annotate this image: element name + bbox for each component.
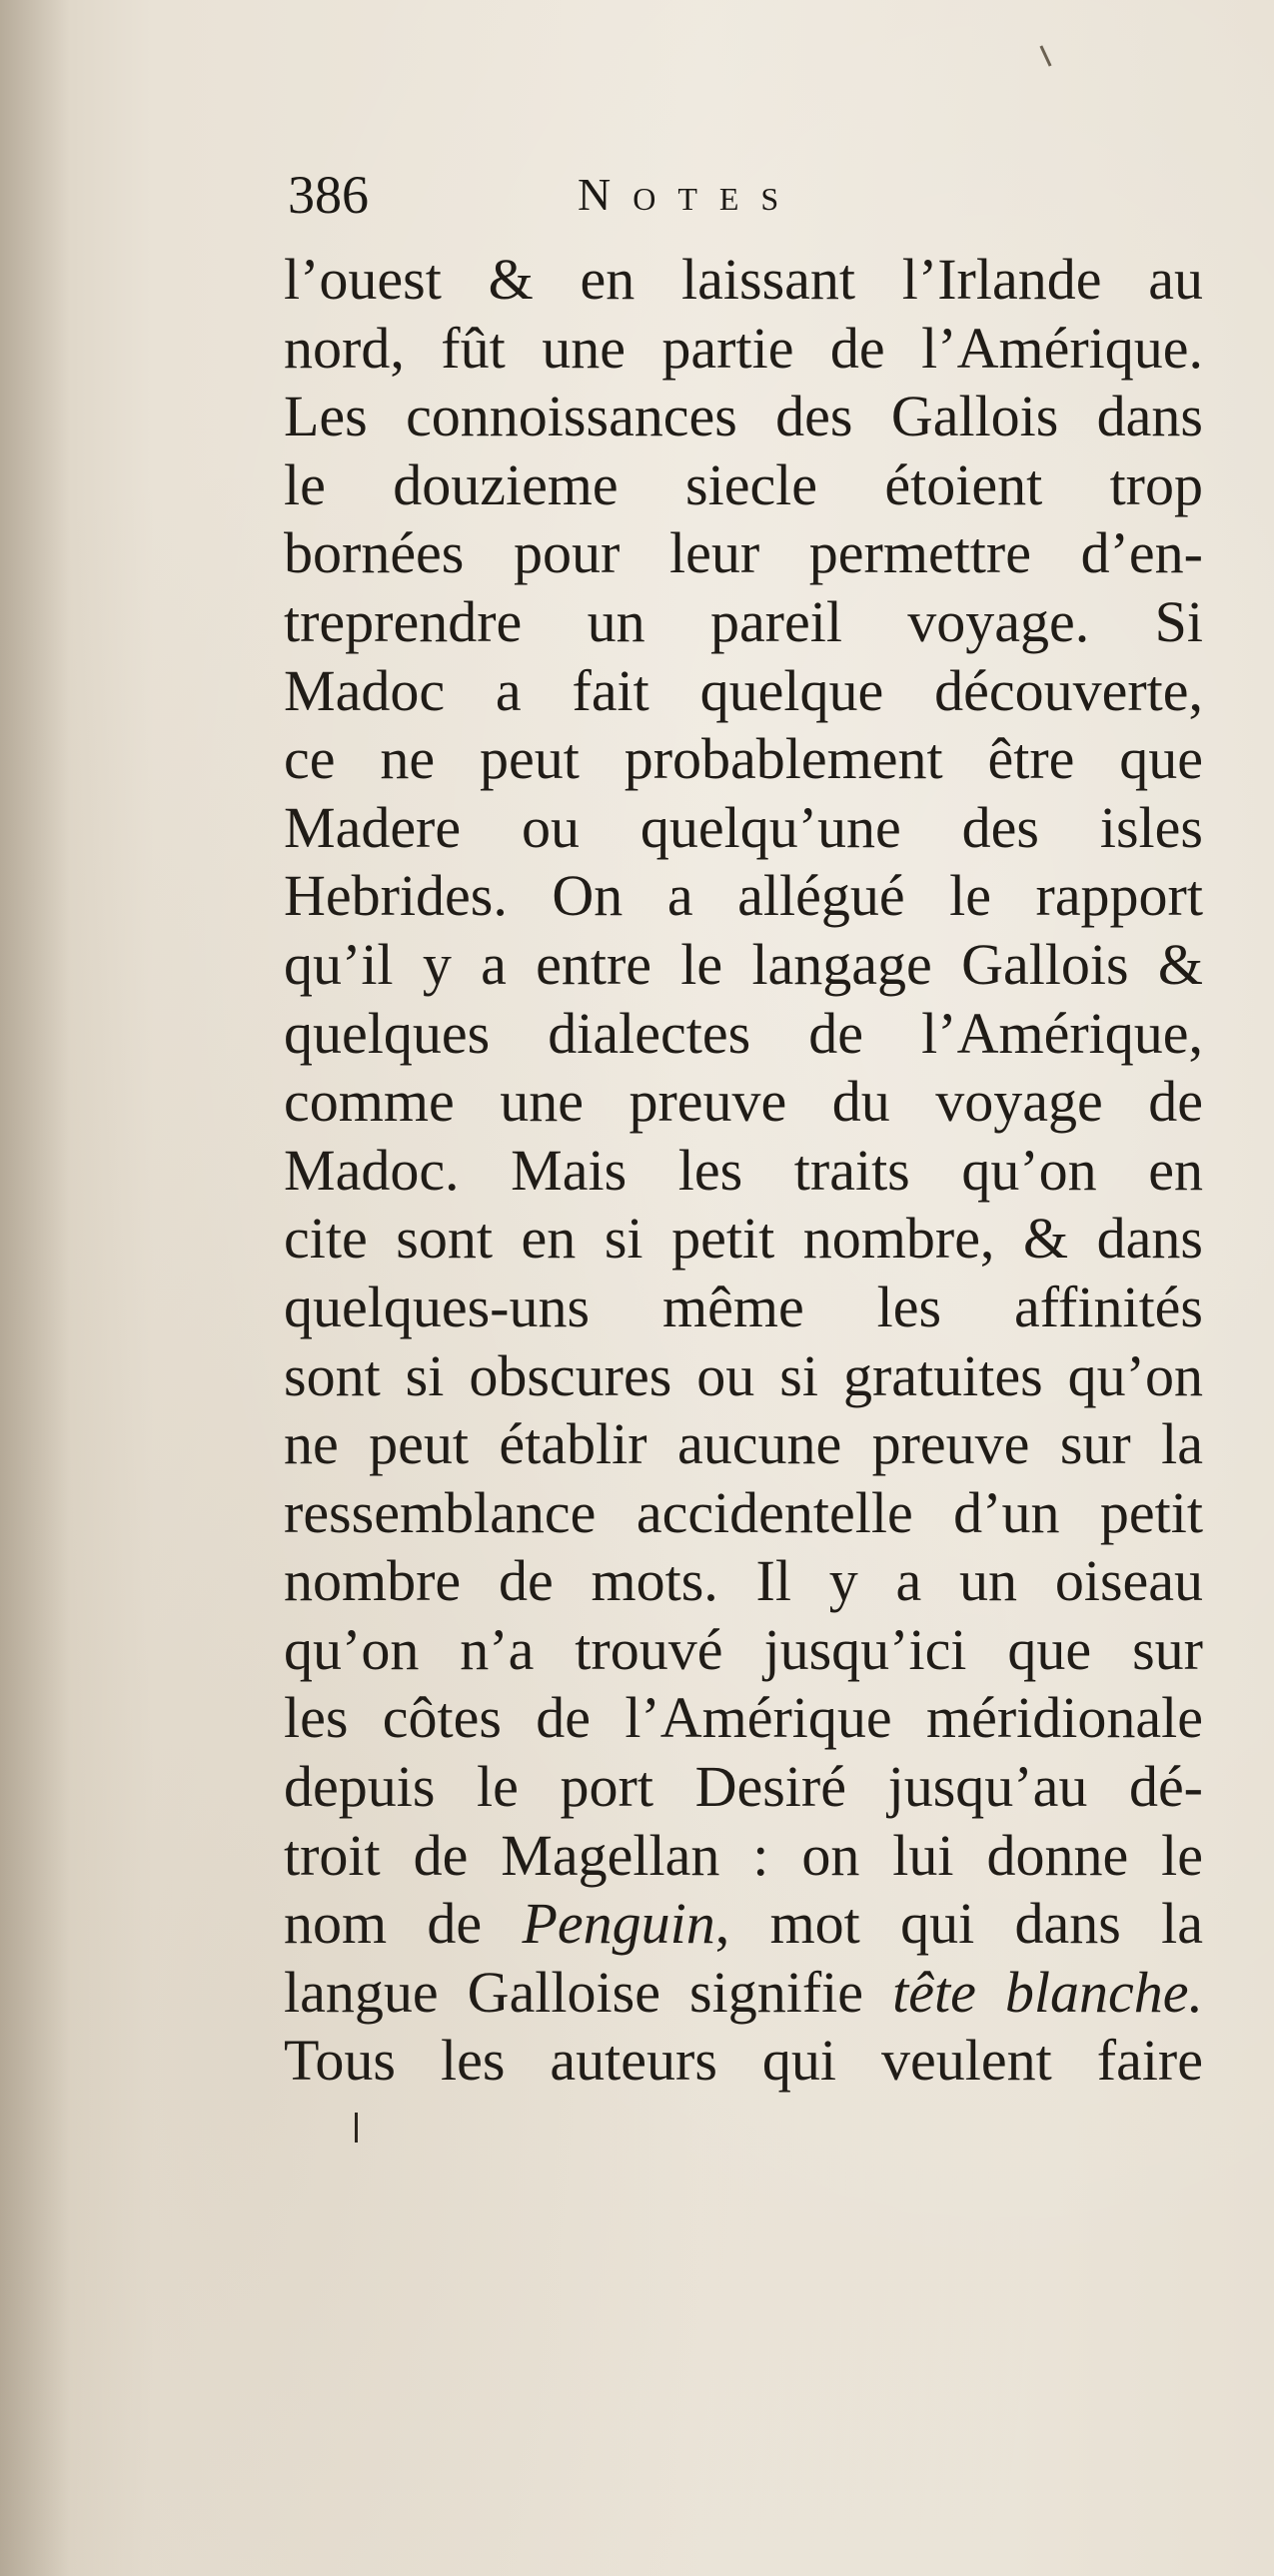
text-segment: langue Galloise signifie [284, 1959, 893, 2025]
text-line: cite sont en si petit nombre, & dans [284, 1206, 1203, 1272]
text-line: comme une preuve du voyage de [284, 1069, 1203, 1135]
text-line: ressemblance accidentelle d’un petit [284, 1479, 1203, 1545]
text-line: le douzieme siecle étoient trop [284, 451, 1203, 517]
text-line: qu’il y a entre le langage Gallois & [284, 931, 1203, 997]
text-line: nombre de mots. Il y a un oiseau [284, 1548, 1203, 1614]
ink-mark [355, 2113, 358, 2143]
paper-mark [1039, 45, 1051, 66]
text-line: quelques dialectes de l’Amérique, [284, 1000, 1203, 1066]
text-line: quelques-uns même les affinités [284, 1274, 1203, 1339]
text-segment: , mot qui dans la [714, 1891, 1203, 1957]
text-line: ne peut établir aucune preuve sur la [284, 1411, 1203, 1477]
text-line: Madere ou quelqu’une des isles [284, 794, 1203, 860]
text-line: Madoc. Mais les traits qu’on en [284, 1137, 1203, 1203]
italic-term-tete-blanche: tête blanche. [892, 1959, 1203, 2025]
text-line: Les connoissances des Gallois dans [284, 384, 1203, 449]
text-line: les côtes de l’Amérique méridionale [284, 1685, 1203, 1751]
text-line: nord, fût une partie de l’Amérique. [284, 315, 1203, 381]
text-line: Tous les auteurs qui veulent faire [284, 2028, 1203, 2094]
text-line-tete-blanche [284, 1959, 1203, 2028]
text-segment: nom de [284, 1891, 523, 1957]
page-number: 386 [288, 165, 369, 225]
text-line: ce ne peut probablement être que [284, 726, 1203, 792]
text-line: bornées pour leur permettre d’en- [284, 520, 1203, 586]
italic-term-penguin: Penguin [522, 1891, 715, 1957]
text-line: Hebrides. On a allégué le rapport [284, 863, 1203, 929]
text-line: Madoc a fait quelque découverte, [284, 657, 1203, 723]
text-line: qu’on n’a trouvé jusqu’ici que sur [284, 1616, 1203, 1682]
text-line-penguin [284, 1890, 1203, 1959]
text-line: l’ouest & en laissant l’Irlande au [284, 247, 1203, 312]
text-line: depuis le port Desiré jusqu’au dé- [284, 1754, 1203, 1820]
body-text [284, 246, 1203, 2096]
text-line: troit de Magellan : on lui donne le [284, 1822, 1203, 1888]
text-line: treprendre un pareil voyage. Si [284, 588, 1203, 654]
text-line: sont si obscures ou si gratuites qu’on [284, 1342, 1203, 1408]
page-header [288, 160, 987, 230]
running-head: Notes [578, 169, 801, 220]
